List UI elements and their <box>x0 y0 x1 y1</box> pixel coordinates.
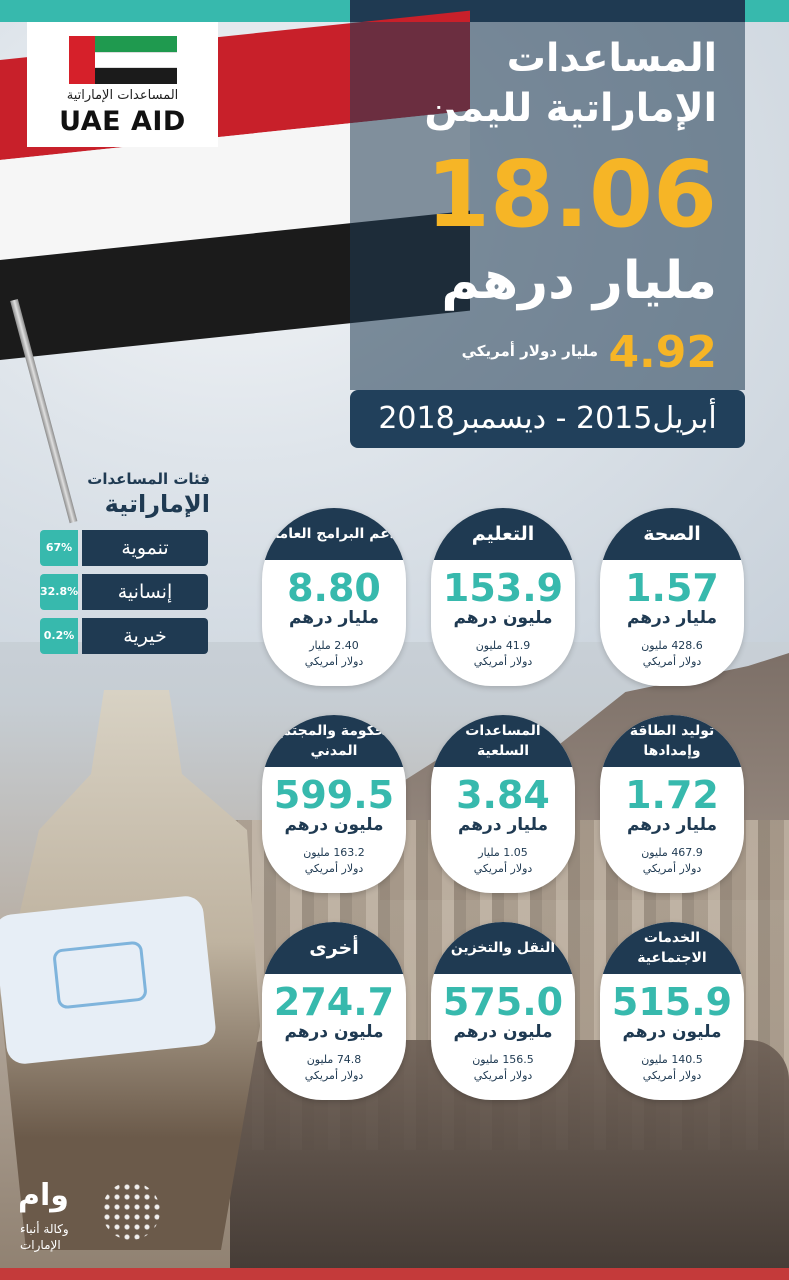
wam-logo <box>14 1178 164 1268</box>
sector-title: دعم البرامج العامة <box>262 508 406 560</box>
logo-arabic-text: المساعدات الإماراتية <box>66 88 179 103</box>
sector-unit: مليون درهم <box>622 1022 722 1042</box>
category-row <box>40 618 208 654</box>
category-name: إنسانية <box>82 574 208 610</box>
title-line-1: المساعدات <box>506 36 717 81</box>
sector-usd-unit: دولار أمريكي <box>473 862 533 875</box>
total-usd-unit: مليار دولار أمريكي <box>461 342 598 360</box>
wam-dots-icon <box>102 1182 160 1240</box>
sector-usd-value: 41.9 مليون <box>475 639 531 652</box>
category-row <box>40 574 208 610</box>
title-line-2: الإماراتية لليمن <box>424 86 717 131</box>
sector-value: 515.9 <box>611 980 733 1024</box>
sector-unit: مليون درهم <box>284 815 384 835</box>
sector-usd-value: 156.5 مليون <box>472 1053 534 1066</box>
sector-card-education <box>431 508 575 686</box>
sector-usd-unit: دولار أمريكي <box>473 655 533 668</box>
uae-aid-logo <box>27 22 218 147</box>
category-pct: 0.2% <box>40 618 78 654</box>
sector-title: النقل والتخزين <box>431 922 575 974</box>
sector-usd-value: 467.9 مليون <box>641 846 703 859</box>
sector-usd-value: 428.6 مليون <box>641 639 703 652</box>
sector-usd-value: 74.8 مليون <box>306 1053 362 1066</box>
sector-title: الصحة <box>600 508 744 560</box>
sector-value: 274.7 <box>273 980 395 1024</box>
sector-title: الحكومة والمجتمع المدني <box>262 715 406 767</box>
sector-unit: مليون درهم <box>284 1022 384 1042</box>
sector-title: الخدمات الاجتماعية <box>600 922 744 974</box>
categories-title-line-2: الإماراتية <box>104 490 210 518</box>
sector-unit: مليار درهم <box>626 815 718 835</box>
categories-title-line-1: فئات المساعدات <box>87 470 210 488</box>
sector-usd-unit: دولار أمريكي <box>304 862 364 875</box>
sector-unit: مليار درهم <box>457 815 549 835</box>
sector-value: 3.84 <box>456 773 550 817</box>
sector-value: 1.57 <box>625 566 719 610</box>
sector-card-energy <box>600 715 744 893</box>
sector-unit: مليار درهم <box>626 608 718 628</box>
sector-usd-unit: دولار أمريكي <box>642 655 702 668</box>
wam-logo-text: وام <box>18 1178 69 1213</box>
total-aed-value: 18.06 <box>425 141 717 248</box>
total-aed-unit: مليار درهم <box>441 251 717 311</box>
uae-flag-icon <box>69 36 177 84</box>
category-name: خيرية <box>82 618 208 654</box>
category-name: تنموية <box>82 530 208 566</box>
sector-value: 153.9 <box>442 566 564 610</box>
bottom-accent-bar <box>0 1268 789 1280</box>
sector-usd-unit: دولار أمريكي <box>304 1069 364 1082</box>
sector-card-general-programs <box>262 508 406 686</box>
sector-card-transport <box>431 922 575 1100</box>
sector-value: 1.72 <box>625 773 719 817</box>
sector-usd-unit: دولار أمريكي <box>642 1069 702 1082</box>
sector-card-health <box>600 508 744 686</box>
page-title <box>337 34 717 134</box>
sector-usd-value: 140.5 مليون <box>641 1053 703 1066</box>
sector-title: توليد الطاقة وإمدادها <box>600 715 744 767</box>
sector-unit: مليون درهم <box>453 608 553 628</box>
sector-title: أخرى <box>262 922 406 974</box>
sector-unit: مليون درهم <box>453 1022 553 1042</box>
wam-line-1: وكالة أنباء <box>20 1222 69 1236</box>
sector-title: المساعدات السلعية <box>431 715 575 767</box>
sector-usd-value: 1.05 مليار <box>478 846 528 859</box>
sack-print <box>52 940 148 1009</box>
sector-card-commodity-aid <box>431 715 575 893</box>
sector-usd-unit: دولار أمريكي <box>304 655 364 668</box>
sector-card-social-services <box>600 922 744 1100</box>
sector-value: 599.5 <box>273 773 395 817</box>
wam-line-2: الإمارات <box>20 1238 61 1252</box>
total-usd-value: 4.92 <box>608 327 717 378</box>
period-banner: أبريل2015 - ديسمبر2018 <box>350 390 745 448</box>
logo-english-text: UAE AID <box>59 106 186 137</box>
category-pct: 67% <box>40 530 78 566</box>
sector-value: 575.0 <box>442 980 564 1024</box>
category-pct: 32.8% <box>40 574 78 610</box>
sector-usd-value: 2.40 مليار <box>309 639 359 652</box>
category-row <box>40 530 208 566</box>
sector-usd-value: 163.2 مليون <box>303 846 365 859</box>
sector-unit: مليار درهم <box>288 608 380 628</box>
sector-value: 8.80 <box>287 566 381 610</box>
sector-usd-unit: دولار أمريكي <box>473 1069 533 1082</box>
sector-card-government <box>262 715 406 893</box>
sector-card-other <box>262 922 406 1100</box>
sector-title: التعليم <box>431 508 575 560</box>
sector-usd-unit: دولار أمريكي <box>642 862 702 875</box>
